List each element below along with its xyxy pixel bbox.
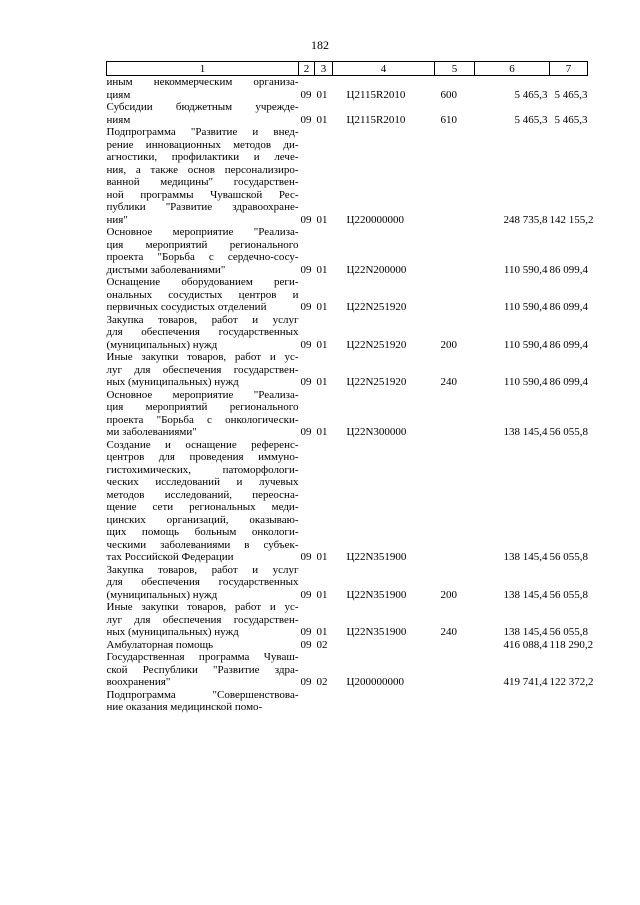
row-col-3: 01 (316, 213, 328, 226)
row-name (107, 389, 299, 439)
row-col-3: 02 (316, 638, 328, 651)
row-col-5: 240 (440, 626, 457, 638)
row-name-line: ванной медицины" государствен- (106, 176, 299, 188)
row-col-5 (435, 226, 475, 276)
row-name-line: Государственная программа Чуваш- (106, 651, 299, 663)
row-col-4: Ц220000000 (346, 213, 404, 226)
row-name-line: Подпрограмма "Совершенствова- (106, 688, 299, 701)
row-col-3: 01 (316, 426, 328, 438)
row-name-line: публики "Развитие здравоохране- (106, 201, 299, 213)
table-row (107, 314, 588, 352)
row-col-7: 5 465,3 (554, 88, 588, 101)
table-row (107, 689, 588, 714)
row-col-4: Ц22N351900 (346, 588, 407, 601)
table-row (107, 601, 588, 639)
table-row (107, 564, 588, 602)
row-col-6 (475, 689, 550, 714)
row-col-2: 09 (300, 551, 312, 563)
row-col-2: 09 (300, 588, 312, 601)
row-name-line: центров для проведения иммуно- (106, 451, 299, 463)
row-col-4: Ц22N251920 (346, 376, 407, 388)
table-row (107, 276, 588, 314)
row-name-line: воохранения" (106, 676, 171, 688)
row-name-line: цинских организаций, оказываю- (106, 513, 299, 526)
row-name-line: агностики, профилактики и лече- (106, 151, 299, 163)
row-col-4: Ц2115R2010 (346, 88, 406, 101)
row-col-7: 86 099,4 (549, 338, 588, 351)
row-col-5 (435, 639, 475, 652)
row-name (107, 639, 299, 652)
row-col-3 (315, 689, 333, 714)
row-col-4: Ц22N200000 (346, 263, 407, 276)
row-name-line: для обеспечения государственных (106, 576, 299, 588)
row-col-7: 56 055,8 (549, 588, 588, 601)
row-col-2: 09 (300, 88, 312, 101)
row-name-line: проекта "Борьба с онкологически- (106, 413, 299, 426)
row-col-3: 01 (316, 626, 328, 638)
row-col-5 (435, 389, 475, 439)
row-name-line: Подпрограмма "Развитие и внед- (106, 126, 299, 138)
row-col-6: 138 145,4 (503, 626, 548, 638)
row-name (107, 689, 299, 714)
row-col-6: 110 590,4 (503, 301, 548, 313)
row-col-4: Ц22N351900 (346, 626, 407, 638)
budget-table (106, 61, 594, 714)
row-name-line: методов исследований, переосна- (106, 488, 299, 501)
row-col-7: 56 055,8 (549, 551, 588, 563)
row-name-line: ческих исследований и лучевых (106, 476, 299, 488)
table-row (107, 639, 588, 652)
row-col-2: 09 (300, 426, 312, 438)
row-col-3: 01 (316, 551, 328, 563)
row-col-7: 86 099,4 (549, 301, 588, 313)
row-col-4: Ц22N251920 (346, 301, 407, 313)
row-col-7: 5 465,3 (554, 113, 588, 126)
row-col-2: 09 (300, 376, 312, 388)
row-name-line: Амбулаторная помощь (106, 638, 214, 651)
row-col-7: 122 372,2 (549, 676, 594, 688)
row-col-2: 09 (300, 113, 312, 126)
row-name-line: Закупка товаров, работ и услуг (106, 563, 299, 576)
row-name-line: ция мероприятий регионального (106, 401, 299, 413)
row-col-7: 56 055,8 (549, 626, 588, 638)
row-col-5 (435, 439, 475, 564)
header-col-1: 1 (107, 62, 299, 76)
table-body (106, 76, 594, 714)
row-name-line: Основное мероприятие "Реализа- (106, 226, 299, 238)
row-name (107, 226, 299, 276)
row-col-6: 110 590,4 (503, 376, 548, 388)
row-name-line: щение сети региональных меди- (106, 501, 299, 513)
row-name-line: Субсидии бюджетным учрежде- (106, 101, 299, 113)
row-name-line: ние оказания медицинской помо- (106, 701, 263, 713)
row-col-5: 240 (440, 376, 457, 388)
table-row (107, 351, 588, 389)
row-name (107, 564, 299, 602)
row-col-3: 01 (316, 376, 328, 388)
row-col-6: 419 741,4 (503, 676, 548, 688)
row-col-6: 110 590,4 (503, 338, 548, 351)
row-name (107, 126, 299, 226)
row-name (107, 314, 299, 352)
header-col-6: 6 (475, 62, 550, 76)
row-col-4: Ц200000000 (346, 676, 404, 688)
row-name-line: первичных сосудистых отделений (106, 301, 267, 313)
row-col-7: 86 099,4 (549, 263, 588, 276)
row-name-line: циям (106, 88, 131, 101)
row-name (107, 101, 299, 126)
row-name-line: Создание и оснащение референс- (106, 438, 299, 451)
row-name-line: дистыми заболеваниями" (106, 263, 226, 276)
table-row (107, 651, 588, 689)
table-row (107, 226, 588, 276)
row-col-3: 01 (316, 338, 328, 351)
header-col-2: 2 (299, 62, 315, 76)
row-col-2 (299, 689, 315, 714)
row-col-2: 09 (300, 213, 312, 226)
table-row (107, 389, 588, 439)
row-name-line: рение инновационных методов ди- (106, 138, 299, 151)
row-col-5: 200 (440, 588, 457, 601)
row-col-2: 09 (300, 263, 312, 276)
row-col-4: Ц2115R2010 (346, 113, 406, 126)
row-col-6: 138 145,4 (503, 588, 548, 601)
row-col-6: 5 465,3 (514, 88, 548, 101)
row-col-5: 600 (440, 88, 457, 101)
row-col-3: 01 (316, 113, 328, 126)
row-name-line: Закупка товаров, работ и услуг (106, 313, 299, 326)
row-col-4: Ц22N300000 (346, 426, 407, 438)
row-name-line: Основное мероприятие "Реализа- (106, 388, 299, 401)
row-col-2: 09 (300, 338, 312, 351)
table-row (107, 101, 588, 126)
row-col-4 (333, 689, 435, 714)
row-name-line: ция мероприятий регионального (106, 238, 299, 251)
row-name-line: Иные закупки товаров, работ и ус- (106, 351, 299, 363)
row-col-5 (435, 126, 475, 226)
row-col-5 (435, 689, 475, 714)
row-name-line: ния" (106, 213, 128, 226)
row-col-3: 01 (316, 301, 328, 313)
row-col-5 (435, 276, 475, 314)
row-col-3: 01 (316, 588, 328, 601)
row-col-4: Ц22N351900 (346, 551, 407, 563)
header-col-3: 3 (315, 62, 333, 76)
row-col-7 (550, 689, 588, 714)
row-col-6: 248 735,8 (503, 213, 548, 226)
row-col-7: 86 099,4 (549, 376, 588, 388)
row-name-line: ми заболеваниями" (106, 426, 197, 438)
row-name-line: ной программы Чувашской Рес- (106, 188, 299, 201)
row-name-line: ональных сосудистых центров и (106, 288, 299, 301)
row-col-6: 138 145,4 (503, 551, 548, 563)
table-header (107, 62, 588, 76)
row-col-6: 416 088,4 (503, 638, 548, 651)
row-name-line: тах Российской Федерации (106, 551, 234, 563)
row-col-6: 110 590,4 (503, 263, 548, 276)
row-name-line: ской Республики "Развитие здра- (106, 663, 299, 676)
row-name-line: ных (муниципальных) нужд (106, 626, 239, 638)
row-name-line: (муниципальных) нужд (106, 338, 218, 351)
row-col-5: 200 (440, 338, 457, 351)
row-name-line: ния, а также основ персонализиро- (106, 163, 299, 176)
row-name (107, 651, 299, 689)
row-name-line: щих помощь больным онкологи- (106, 526, 299, 538)
row-name-line: луг для обеспечения государствен- (106, 363, 299, 376)
row-name (107, 276, 299, 314)
row-name-line: (муниципальных) нужд (106, 588, 218, 601)
row-col-2: 09 (300, 301, 312, 313)
row-col-2: 09 (300, 676, 312, 688)
row-col-4: Ц22N251920 (346, 338, 407, 351)
row-name-line: иным некоммерческим организа- (106, 76, 299, 88)
row-name-line: Иные закупки товаров, работ и ус- (106, 601, 299, 613)
row-name (107, 351, 299, 389)
row-name-line: ниям (106, 113, 131, 126)
header-col-7: 7 (550, 62, 588, 76)
row-col-3: 01 (316, 263, 328, 276)
row-col-3: 01 (316, 88, 328, 101)
table-row (107, 126, 588, 226)
row-name-line: ческими заболеваниями в субъек- (106, 538, 299, 551)
row-name-line: гистохимических, патоморфологи- (106, 463, 299, 476)
row-col-5: 610 (440, 113, 457, 126)
row-col-3: 02 (316, 676, 328, 688)
row-name (107, 601, 299, 639)
header-col-4: 4 (333, 62, 435, 76)
row-col-6: 5 465,3 (514, 113, 548, 126)
table-row (107, 76, 588, 102)
page-number: 182 (311, 38, 329, 52)
row-name-line: для обеспечения государственных (106, 326, 299, 338)
row-name-line: Оснащение оборудованием реги- (106, 276, 299, 288)
row-name-line: ных (муниципальных) нужд (106, 376, 239, 388)
row-col-7: 118 290,2 (549, 638, 594, 651)
table-row (107, 439, 588, 564)
header-row (107, 62, 588, 76)
row-col-2: 09 (300, 638, 312, 651)
row-col-5 (435, 651, 475, 689)
row-name-line: луг для обеспечения государствен- (106, 613, 299, 626)
row-col-2: 09 (300, 626, 312, 638)
row-name (107, 76, 299, 102)
row-col-4 (333, 639, 435, 652)
header-col-5: 5 (435, 62, 475, 76)
row-col-7: 56 055,8 (549, 426, 588, 438)
row-col-6: 138 145,4 (503, 426, 548, 438)
row-name (107, 439, 299, 564)
row-col-7: 142 155,2 (549, 213, 594, 226)
row-name-line: проекта "Борьба с сердечно-сосу- (106, 251, 299, 263)
